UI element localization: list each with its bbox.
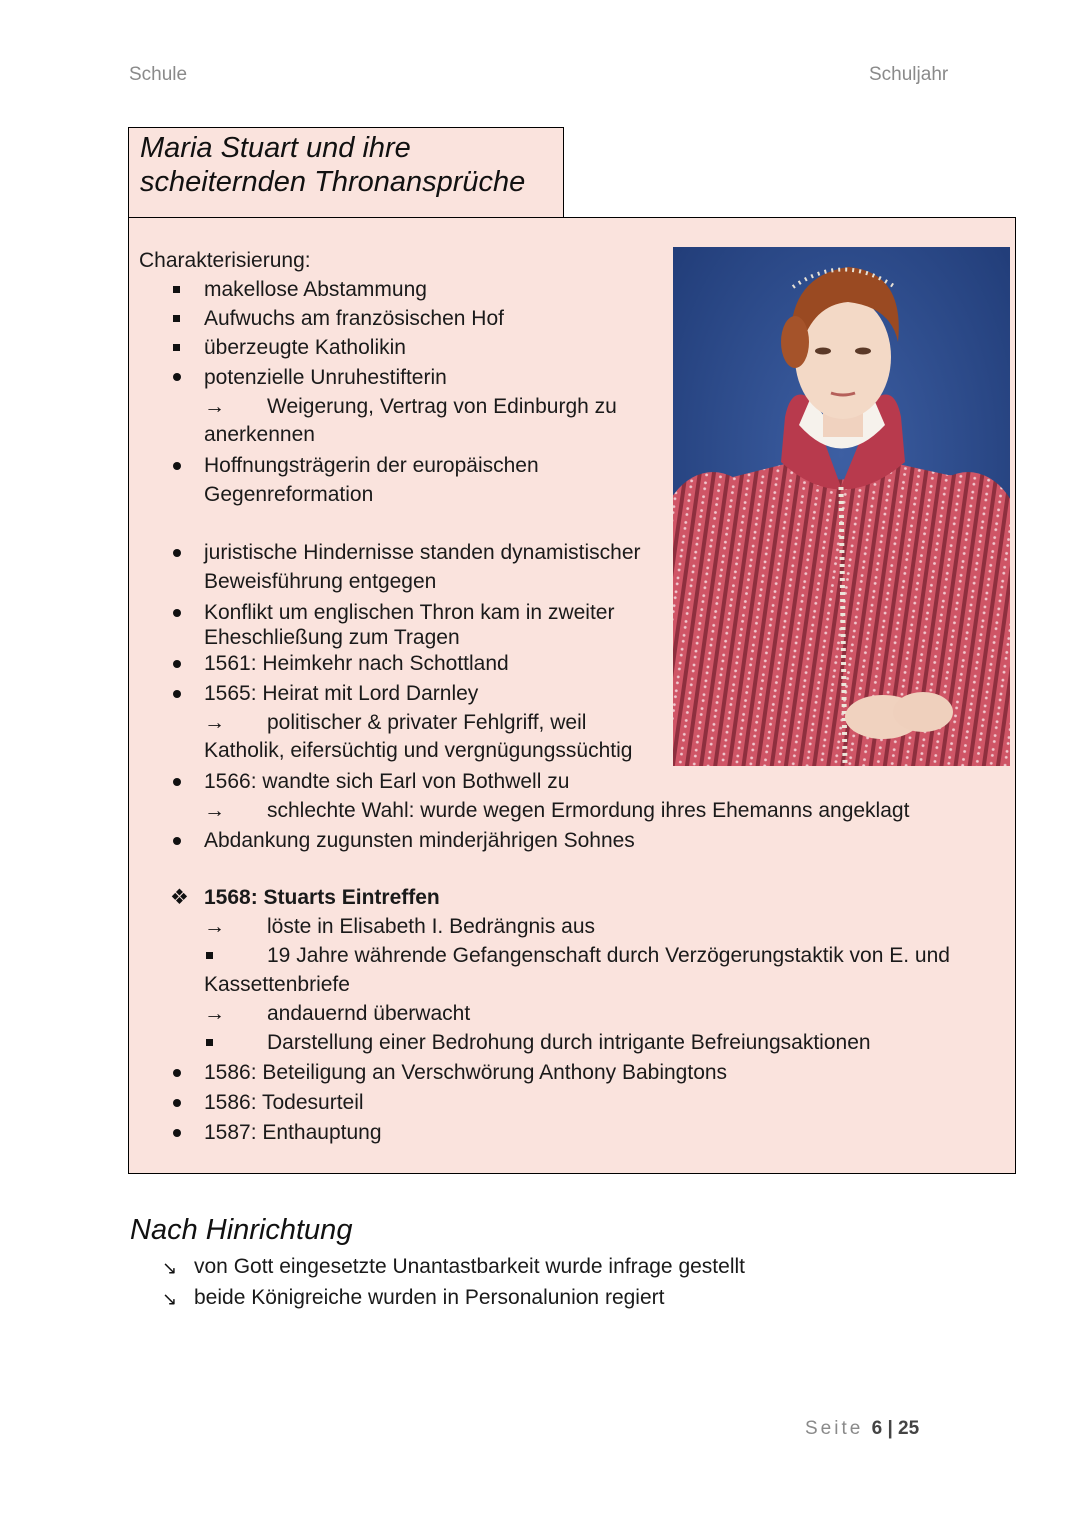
round-bullet-icon: [173, 462, 181, 470]
square-bullet-icon: [173, 344, 180, 351]
list-item: makellose Abstammung: [204, 278, 427, 301]
list-item: 1586: Beteiligung an Verschwörung Anthony Babingtons: [204, 1061, 728, 1084]
round-bullet-icon: [173, 778, 181, 786]
list-item: 1586: Todesurteil: [204, 1091, 364, 1114]
round-bullet-icon: [173, 609, 181, 617]
list-item-continued: Eheschließung zum Tragen: [204, 626, 460, 649]
list-item: 1561: Heimkehr nach Schottland: [204, 652, 509, 675]
list-item: Hoffnungsträgerin der europäischen: [204, 454, 539, 477]
section-heading: Nach Hinrichtung: [130, 1214, 353, 1246]
page-footer: [805, 1418, 919, 1440]
square-bullet-icon: [206, 952, 213, 959]
list-item: überzeugte Katholikin: [204, 336, 406, 359]
list-item: Abdankung zugunsten minderjährigen Sohnes: [204, 829, 635, 852]
round-bullet-icon: [173, 549, 181, 557]
list-item: Aufwuchs am französischen Hof: [204, 307, 504, 330]
list-item-highlight: 1568: Stuarts Eintreffen: [204, 886, 440, 909]
right-arrow-icon: →: [204, 711, 225, 734]
title-box: [128, 127, 564, 217]
list-item: andauernd überwacht: [267, 1002, 471, 1025]
square-bullet-icon: [206, 1039, 213, 1046]
round-bullet-icon: [173, 690, 181, 698]
list-item: politischer & privater Fehlgriff, weil: [267, 711, 587, 734]
portrait-svg: [673, 247, 1010, 766]
list-item: schlechte Wahl: wurde wegen Ermordung ihres Ehemanns angeklagt: [267, 799, 910, 822]
title-line-2: scheiternden Thronansprüche: [140, 166, 526, 198]
characterization-heading: Charakterisierung:: [139, 249, 311, 272]
list-item-continued: Kassettenbriefe: [204, 973, 350, 996]
list-item-continued: Gegenreformation: [204, 483, 374, 506]
round-bullet-icon: [173, 1099, 181, 1107]
list-item-continued: anerkennen: [204, 423, 315, 446]
round-bullet-icon: [173, 837, 181, 845]
right-arrow-icon: →: [204, 1002, 225, 1025]
right-arrow-icon: →: [204, 395, 225, 418]
list-item: Darstellung einer Bedrohung durch intrigante Befreiungsaktionen: [267, 1031, 871, 1054]
round-bullet-icon: [173, 373, 181, 381]
southeast-arrow-icon: ↘: [162, 1289, 178, 1309]
list-item: 1587: Enthauptung: [204, 1121, 382, 1144]
list-item-continued: Beweisführung entgegen: [204, 570, 437, 593]
square-bullet-icon: [173, 286, 180, 293]
list-item: potenzielle Unruhestifterin: [204, 366, 447, 389]
list-item: juristische Hindernisse standen dynamistischer: [204, 541, 641, 564]
round-bullet-icon: [173, 1069, 181, 1077]
list-item: 19 Jahre währende Gefangenschaft durch Verzögerungstaktik von E. und: [267, 944, 950, 967]
portrait-image: [673, 247, 1010, 766]
page-label: Seite: [805, 1418, 864, 1439]
round-bullet-icon: [173, 1129, 181, 1137]
right-arrow-icon: →: [204, 799, 225, 822]
list-item: 1565: Heirat mit Lord Darnley: [204, 682, 479, 705]
header-right: Schuljahr: [869, 64, 949, 85]
round-bullet-icon: [173, 660, 181, 668]
list-item: beide Königreiche wurden in Personalunion regiert: [194, 1286, 665, 1309]
header-left: Schule: [129, 64, 188, 85]
right-arrow-icon: →: [204, 915, 225, 938]
page-number: 6 | 25: [871, 1418, 920, 1439]
list-item: 1566: wandte sich Earl von Bothwell zu: [204, 770, 570, 793]
diamond-bullet-icon: ❖: [170, 886, 189, 909]
title-line-1: Maria Stuart und ihre: [140, 132, 411, 164]
list-item: Konflikt um englischen Thron kam in zweiter: [204, 601, 615, 624]
list-item: von Gott eingesetzte Unantastbarkeit wurde infrage gestellt: [194, 1255, 745, 1278]
list-item: löste in Elisabeth I. Bedrängnis aus: [267, 915, 596, 938]
list-item-continued: Katholik, eifersüchtig und vergnügungssüchtig: [204, 739, 633, 762]
square-bullet-icon: [173, 315, 180, 322]
southeast-arrow-icon: ↘: [162, 1258, 178, 1278]
list-item: Weigerung, Vertrag von Edinburgh zu: [267, 395, 617, 418]
